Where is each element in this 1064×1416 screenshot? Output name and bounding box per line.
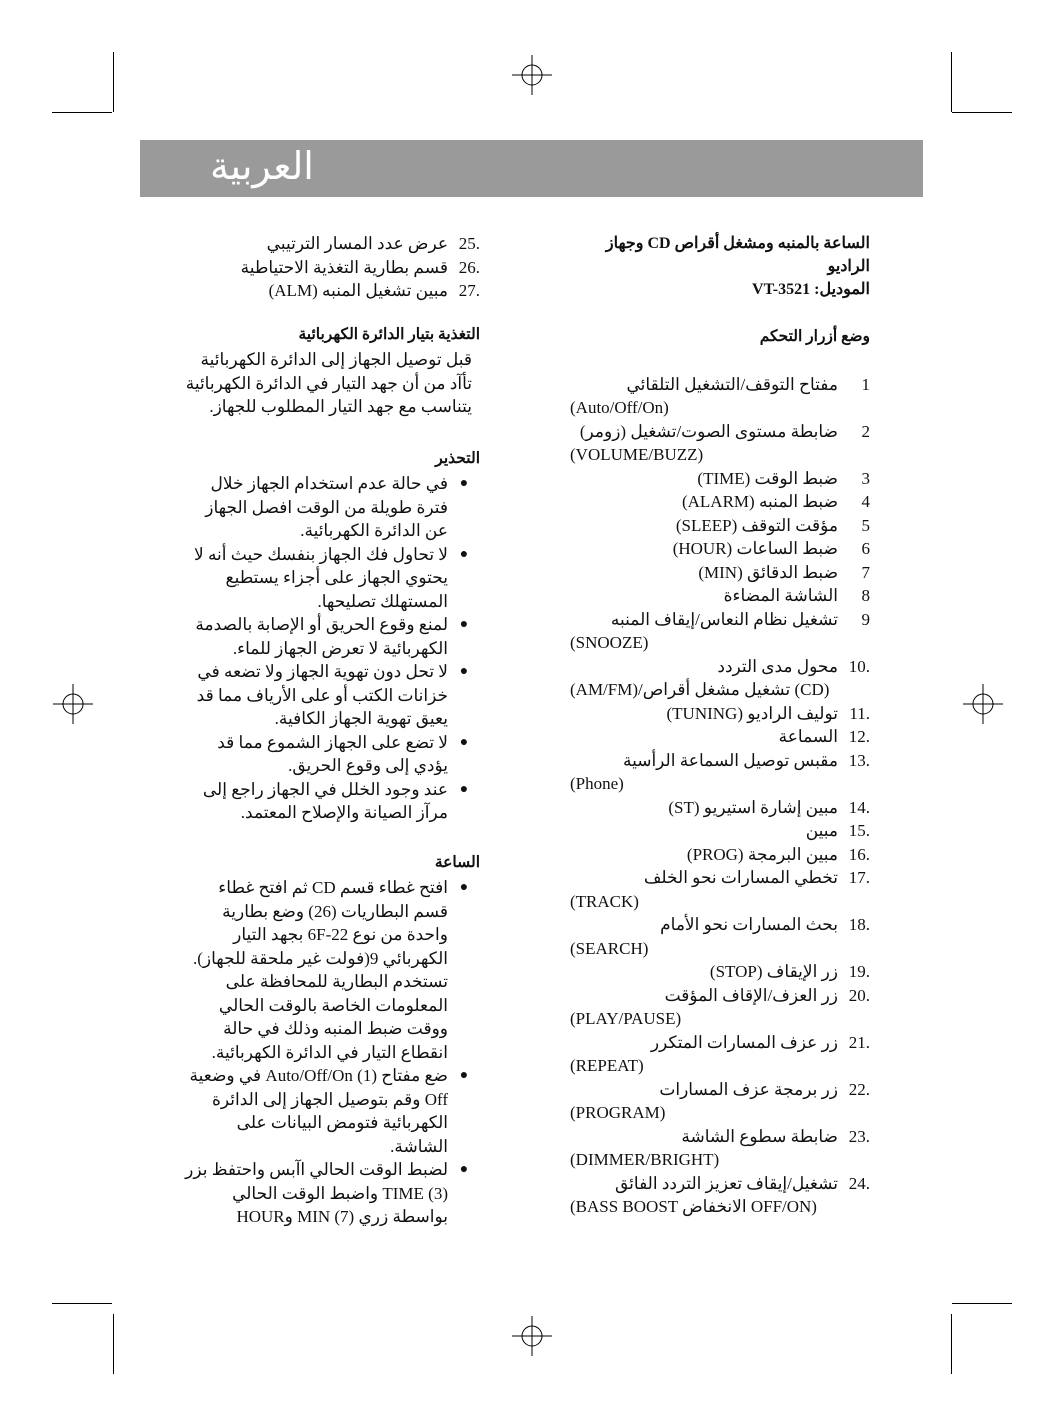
item-number: .17: [848, 868, 870, 887]
bullet-item: [180, 731, 480, 778]
bullet-text: ضع مفتاح Auto/Off/On (1) في وضعية Off وقم بتوصيل الجهاز إلى الدائرة الكهربائية فتومض البيانات على الشاشة.: [189, 1066, 448, 1156]
item-text: [570, 655, 838, 702]
item-arabic: مبين إشارة استيريو (ST): [668, 797, 838, 817]
item-text: [570, 537, 838, 561]
item-number: .16: [848, 844, 870, 864]
item-arabic: ضبط الوقت (TIME): [697, 468, 838, 488]
item-english: (Auto/Off/On): [570, 398, 669, 417]
registration-mark-icon: [963, 684, 1003, 724]
list-item: [570, 655, 870, 702]
item-number: 3: [861, 468, 870, 488]
bullet-icon: ●: [459, 664, 469, 679]
crop-mark: [52, 1303, 112, 1304]
item-text: [570, 1031, 838, 1078]
item-arabic: زر برمجة عزف المسارات: [659, 1079, 838, 1099]
item-english: (BASS BOOST الانخفاض OFF/ON): [570, 1197, 817, 1216]
registration-mark-icon: [512, 55, 552, 95]
bullet-icon: ●: [459, 781, 469, 797]
item-text: [570, 1172, 838, 1219]
item-number: .19: [848, 962, 870, 981]
crop-mark: [113, 52, 114, 112]
item-text: [570, 373, 838, 420]
item-text: [570, 561, 838, 585]
list-item: [570, 1078, 870, 1125]
item-text: [570, 984, 838, 1031]
item-arabic: تشغيل/إيقاف تعزيز التردد الفائق: [614, 1173, 838, 1193]
language-title: العربية: [210, 144, 314, 188]
list-item: [570, 420, 870, 467]
item-number: 7: [861, 562, 870, 582]
list-item: [570, 913, 870, 960]
item-number: 1: [861, 374, 870, 394]
item-text: [570, 960, 838, 984]
item-text: [570, 749, 838, 796]
item-english: (Phone): [570, 774, 624, 793]
item-arabic: السماعة: [778, 727, 838, 746]
item-arabic: ضبط الدقائق (MIN): [698, 562, 838, 582]
item-arabic: مؤقت التوقف (SLEEP): [675, 515, 838, 535]
registration-mark-icon: [512, 1316, 552, 1356]
bullet-icon: ●: [459, 546, 469, 562]
item-text: [570, 608, 838, 655]
item-arabic: عرض عدد المسار الترتيبي: [266, 234, 448, 253]
item-number: .10: [848, 656, 870, 676]
item-text: [570, 796, 838, 820]
registration-mark-icon: [53, 684, 93, 724]
list-item: [570, 796, 870, 820]
item-arabic: بحث المسارات نحو الأمام: [660, 915, 838, 934]
controls-heading: وضع أزرار التحكم: [759, 328, 870, 345]
item-english: (PLAY/PAUSE): [570, 1009, 682, 1028]
item-english: (AM/FM)/تشغيل مشغل أقراص (CD): [570, 680, 830, 699]
item-arabic: ضابطة مستوى الصوت/تشغيل (زومر): [579, 421, 838, 441]
bullet-text: لا تحل دون تهوية الجهاز ولا تضعه في خزانات الكتب أو على الأرياف مما قد يعيق تهوية الجهاز الكافية.: [196, 662, 448, 728]
item-text: [570, 1078, 838, 1125]
item-text: [570, 514, 838, 538]
item-number: 4: [861, 492, 870, 511]
list-item: [180, 232, 480, 256]
list-item: [570, 725, 870, 749]
bullet-icon: ●: [459, 734, 469, 750]
item-arabic: الشاشة المضاءة: [723, 586, 838, 605]
list-item: [570, 561, 870, 585]
item-number: .13: [848, 750, 870, 770]
bullet-text: عند وجود الخلل في الجهاز راجع إلى مرآز الصيانة والإصلاح المعتمد.: [202, 779, 448, 822]
item-arabic: ضبط الساعات (HOUR): [672, 539, 838, 558]
item-text: [570, 913, 838, 960]
item-arabic: تشغيل نظام النعاس/إيقاف المنبه: [610, 609, 838, 629]
bullet-icon: ●: [459, 1068, 469, 1083]
list-item: [570, 1125, 870, 1172]
item-number: .15: [848, 821, 870, 840]
list-item: [570, 514, 870, 538]
item-english: (PROGRAM): [570, 1103, 666, 1122]
list-item: [180, 279, 480, 303]
crop-mark: [113, 1314, 114, 1374]
bullet-text: لضبط الوقت الحالي اآبس واحتفظ بزر TIME (3) واضبط الوقت الحالي بواسطة زري MIN (7) وHOUR: [185, 1160, 448, 1226]
list-item: [570, 843, 870, 867]
item-number: .24: [848, 1173, 870, 1193]
list-item: [570, 749, 870, 796]
power-heading: التغذية بتيار الدائرة الكهربائية: [298, 325, 480, 343]
clock-heading: الساعة: [434, 853, 480, 871]
item-number: 6: [861, 539, 870, 558]
list-item: [180, 256, 480, 280]
bullet-text: لا تحاول فك الجهاز بنفسك حيث أنه لا يحتوي الجهاز على أجزاء يستطيع المستهلك تصليحها.: [194, 544, 448, 611]
bullet-item: [180, 660, 480, 731]
bullet-icon: ●: [459, 617, 469, 632]
bullet-text: لمنع وقوع الحريق أو الإصابة بالصدمة الكهربائية لا تعرض الجهاز للماء.: [195, 615, 448, 658]
bullet-item: [180, 543, 480, 614]
item-english: (REPEAT): [570, 1056, 644, 1075]
bullet-text: في حالة عدم استخدام الجهاز خلال فترة طويلة من الوقت افصل الجهاز عن الدائرة الكهربائية.: [205, 474, 448, 540]
item-arabic: تخطي المسارات نحو الخلف: [643, 868, 838, 887]
item-number: 2: [861, 421, 870, 441]
list-item: [570, 537, 870, 561]
list-item: [570, 984, 870, 1031]
bullet-item: [180, 1158, 480, 1229]
bullet-text: افتح غطاء قسم CD ثم افتح غطاء قسم البطاريات (26) وضع بطارية واحدة من نوع 6F-22 بجهد التيار الكهربائي 9(فولت غير ملحقة للجهاز). تستخدم البطارية للمحافظة على المعلومات الخاصة بالوقت الحالي ووقت ضبط المنبه وذلك في حالة انقطاع التيار في الدائرة الكهربائية.: [192, 878, 448, 1062]
item-arabic: مفتاح التوقف/التشغيل التلقائي: [626, 374, 838, 394]
item-arabic: ضبط المنبه (ALARM): [681, 492, 838, 511]
list-item: [570, 490, 870, 514]
item-arabic: توليف الراديو (TUNING): [666, 703, 838, 723]
item-text: [570, 1125, 838, 1172]
item-english: (VOLUME/BUZZ): [570, 445, 704, 464]
power-text: قبل توصيل الجهاز إلى الدائرة الكهربائية تأآد من أن جهد التيار في الدائرة الكهربائية يتناسب مع جهد التيار المطلوب للجهاز.: [185, 350, 472, 416]
item-arabic: زر عزف المسارات المتكرر: [650, 1032, 838, 1052]
item-arabic: زر العزف/الإقاف المؤقت: [664, 985, 838, 1005]
list-item: [570, 702, 870, 726]
item-number: .26: [458, 257, 480, 277]
crop-mark: [952, 112, 1012, 113]
item-english: (SNOOZE): [570, 633, 649, 652]
list-item: [570, 467, 870, 491]
item-text: [570, 843, 838, 867]
warning-list: [180, 472, 480, 825]
more-items-list: [180, 232, 480, 303]
clock-list: [180, 876, 480, 1229]
item-number: .12: [848, 727, 870, 746]
list-item: [570, 866, 870, 913]
crop-mark: [952, 1303, 1012, 1304]
item-number: 9: [861, 609, 870, 629]
list-item: [570, 819, 870, 843]
item-arabic: مبين تشغيل المنبه (ALM): [268, 281, 448, 300]
item-number: 8: [861, 586, 870, 605]
item-number: .23: [848, 1126, 870, 1146]
item-number: .25: [458, 234, 480, 253]
controls-list: [570, 373, 870, 1219]
item-number: 5: [861, 515, 870, 535]
item-arabic: زر الإيقاف (STOP): [709, 962, 838, 981]
item-text: [570, 420, 838, 467]
bullet-item: [180, 472, 480, 543]
item-arabic: محول مدى التردد: [717, 656, 838, 676]
item-arabic: ضابطة سطوع الشاشة: [681, 1126, 838, 1146]
item-number: .27: [458, 281, 480, 300]
bullet-item: [180, 876, 480, 1064]
bullet-item: [180, 778, 480, 825]
item-arabic: مبين: [805, 821, 838, 840]
doc-title-line1: الساعة بالمنبه ومشغل أقراص CD وجهاز: [605, 235, 870, 252]
right-column: [570, 232, 870, 1219]
list-item: [570, 584, 870, 608]
item-english: (TRACK): [570, 891, 639, 911]
crop-mark: [951, 1314, 952, 1374]
bullet-icon: ●: [459, 476, 469, 491]
bullet-icon: ●: [459, 880, 469, 895]
list-item: [570, 960, 870, 984]
crop-mark: [951, 52, 952, 112]
item-number: .18: [848, 915, 870, 934]
item-number: .14: [848, 797, 870, 817]
bullet-icon: ●: [459, 1162, 469, 1177]
left-column: [180, 232, 480, 1229]
list-item: [570, 608, 870, 655]
item-text: [570, 584, 838, 608]
item-text: [570, 725, 838, 749]
warning-heading: التحذير: [435, 449, 480, 467]
bullet-item: [180, 1064, 480, 1158]
item-number: .21: [848, 1032, 870, 1052]
crop-mark: [52, 112, 112, 113]
item-number: .11: [849, 703, 870, 723]
item-number: .22: [848, 1079, 870, 1099]
model-number: الموديل: VT-3521: [752, 281, 870, 298]
bullet-text: لا تضع على الجهاز الشموع مما قد يؤدي إلى وقوع الحريق.: [217, 732, 448, 775]
item-text: [570, 866, 838, 913]
item-english: (SEARCH): [570, 938, 649, 958]
doc-title-line2: الراديو: [827, 258, 870, 275]
item-arabic: مقبس توصيل السماعة الرأسية: [622, 750, 838, 770]
item-text: [570, 819, 838, 843]
item-arabic: قسم بطارية التغذية الاحتياطية: [240, 257, 448, 277]
item-arabic: مبين البرمجة (PROG): [686, 844, 838, 864]
list-item: [570, 1031, 870, 1078]
bullet-item: [180, 613, 480, 660]
item-text: [570, 490, 838, 514]
item-english: (DIMMER/BRIGHT): [570, 1150, 720, 1169]
item-text: [570, 467, 838, 491]
item-text: [570, 702, 838, 726]
item-number: .20: [848, 985, 870, 1005]
list-item: [570, 373, 870, 420]
list-item: [570, 1172, 870, 1219]
